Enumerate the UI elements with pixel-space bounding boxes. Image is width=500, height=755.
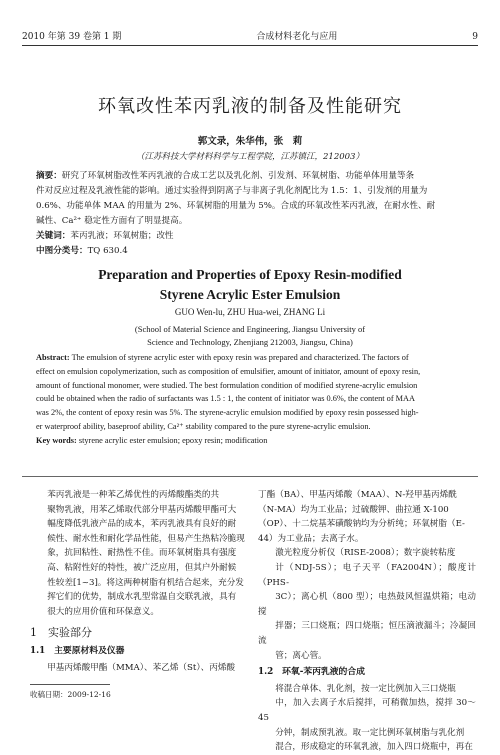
abstract-line: 0.6%、功能单体 MAA 的用量为 2%、环氧树脂的用量为 5%。合成的环氧改性苯丙乳液，在耐水性、耐	[36, 201, 436, 211]
abstract-line: 件对反应过程及乳液性能的影响。通过实验得到阴离子与非离子乳化剂配比为 1.5：1、引发剂的用量为	[36, 186, 428, 196]
english-affiliation-line: (School of Material Science and Engineering, Jiangsu University of	[134, 324, 366, 334]
header-rule	[22, 45, 478, 46]
keywords: 苯丙乳液；环氧树脂；改性	[70, 231, 174, 241]
clc-label: 中图分类号：	[36, 246, 88, 256]
chinese-abstract	[36, 169, 470, 259]
english-title-line: Styrene Acrylic Ester Emulsion	[159, 287, 341, 302]
english-affiliation	[0, 323, 500, 349]
body-line: 聚物乳液，用苯乙烯取代部分甲基丙烯酸甲酯可大	[47, 504, 237, 515]
en-abstract-line: could be obtained when the radio of surfactants was 1.5 : 1, the content of initiator was 0.6%, the content of MAA	[36, 394, 416, 404]
english-abstract	[36, 351, 470, 448]
body-line: 混合，形成稳定的环氧乳液，加入四口烧瓶中，再在	[275, 742, 473, 753]
english-affiliation-line: Science and Technology, Zhenjiang 212003, Jiangsu, China)	[147, 337, 353, 347]
abstract-line: 碱性、Ca²⁺ 稳定性方面有了明显提高。	[36, 216, 188, 226]
body-line: 管；离心管。	[275, 650, 327, 661]
body-line: 很大的应用价值和环保意义。	[47, 606, 159, 617]
body-line: 高、粘附性好的特性，被广泛应用，但其户外耐候	[47, 562, 237, 573]
materials-line: 甲基丙烯酸甲酯（MMA）、苯乙烯（St）、丙烯酸	[47, 662, 236, 673]
body-line: 激光粒度分析仪（RISE-2008）；数字旋转粘度	[275, 548, 456, 559]
running-header	[22, 28, 478, 42]
en-abstract-line: amount of functional monomer, were studied. The best formulation condition of modified styrene-acrylic emulsion	[36, 380, 418, 390]
en-abstract-line: The emulsion of styrene acrylic ester with epoxy resin was prepared and characterized. The factors of	[71, 353, 409, 362]
body-line: 象，抗回粘性、耐热性不佳。而环氧树脂具有强度	[47, 548, 237, 559]
subsection-heading: 1.1 主要原材料及仪器	[30, 645, 125, 656]
left-column	[30, 488, 248, 675]
english-title	[0, 265, 500, 305]
body-line: 分钟，制成预乳液。取一定比例环氧树脂与乳化剂	[275, 727, 465, 738]
body-line: 丁酯（BA）、甲基丙烯酸（MAA）、N-羟甲基丙烯酰	[258, 490, 457, 500]
abstract-label: 摘要：	[36, 171, 62, 181]
instruments-paragraph	[258, 546, 476, 663]
en-abstract-line: er waterproof ability, baseproof ability, Ca²⁺ stability compared to the pure styrene-acrylic emulsion.	[36, 421, 371, 431]
page-number: 9	[472, 32, 478, 42]
body-line: 将混合单体、乳化剂，按一定比例加入三口烧瓶	[275, 683, 456, 694]
body-line: 挥它们的优势，制成水乳型常温自交联乳液，具有	[47, 592, 237, 603]
en-abstract-label: Abstract:	[36, 353, 70, 362]
body-line: 幅度降低乳液产品的成本，苯丙乳液具有良好的耐	[47, 519, 237, 530]
body-line: 候性、耐水性和耐化学品性能，但易产生热粘冷脆现	[47, 533, 245, 544]
synthesis-paragraph	[258, 682, 476, 755]
english-authors: GUO Wen-lu, ZHU Hua-wei, ZHANG Li	[174, 307, 326, 317]
body-line: 44）为工业品；去离子水。	[258, 533, 364, 544]
body-line: （OP）、十二烷基苯磺酸钠均为分析纯；环氧树脂（E-	[258, 519, 465, 530]
abstract-line: 研究了环氧树脂改性苯丙乳液的合成工艺以及乳化剂、引发剂、环氧树脂、功能单体用量等条	[61, 171, 415, 181]
materials-paragraph	[258, 488, 476, 546]
body-line: （N-MA）均为工业品；过硫酸钾、曲拉通 X-100	[258, 504, 449, 515]
en-keywords: styrene acrylic ester emulsion; epoxy resin; modification	[78, 435, 268, 445]
body-line: 中，加入去离子水后搅拌，可稍微加热，搅拌 30～45	[258, 698, 476, 723]
section-heading: 1 实验部分	[30, 626, 92, 640]
body-line: 拌器；三口烧瓶；四口烧瓶；恒压滴液漏斗；冷凝回流	[258, 621, 476, 646]
body-line: 性较差[1~3]。将这两种树脂有机结合起来，充分发	[47, 577, 244, 588]
authors: 郭文录，朱华伟，张 莉	[197, 136, 303, 147]
body-divider	[22, 476, 478, 477]
body-line: 计（NDJ-5S）；电子天平（FA2004N）；酸度计（PHS-	[258, 562, 476, 588]
journal-name: 合成材料老化与应用	[256, 32, 338, 42]
issue-info: 2010 年第 39 卷第 1 期	[22, 32, 122, 42]
right-column	[258, 488, 476, 755]
received-date: 收稿日期：2009-12-16	[30, 690, 111, 699]
affiliation: （江苏科技大学材料科学与工程学院，江苏镇江，212003）	[136, 152, 364, 162]
keywords-label: 关键词：	[36, 231, 71, 241]
english-title-line: Preparation and Properties of Epoxy Resin-modified	[98, 267, 402, 282]
clc-number: TQ 630.4	[87, 246, 128, 256]
subsection-heading: 1.2 环氧-苯丙乳液的合成	[258, 667, 365, 678]
en-abstract-line: was 2%, the content of epoxy resin was 5%. The styrene-acrylic emulsion modified by epoxy resin possessed high-	[36, 408, 419, 418]
body-line: 3C）；离心机（800 型）；电热鼓风恒温烘箱；电动搅	[258, 592, 476, 617]
footnote-rule	[30, 684, 110, 685]
en-abstract-line: effect on emulsion copolymerization, such as composition of emulsifier, amount of initiator, amount of epoxy resin,	[36, 366, 421, 376]
body-line: 苯丙乳液是一种苯乙烯优性的丙烯酸酯类的共	[47, 490, 220, 500]
en-keywords-label: Key words:	[36, 435, 77, 445]
intro-paragraph	[30, 488, 248, 619]
article-title: 环氧改性苯丙乳液的制备及性能研究	[98, 96, 402, 117]
